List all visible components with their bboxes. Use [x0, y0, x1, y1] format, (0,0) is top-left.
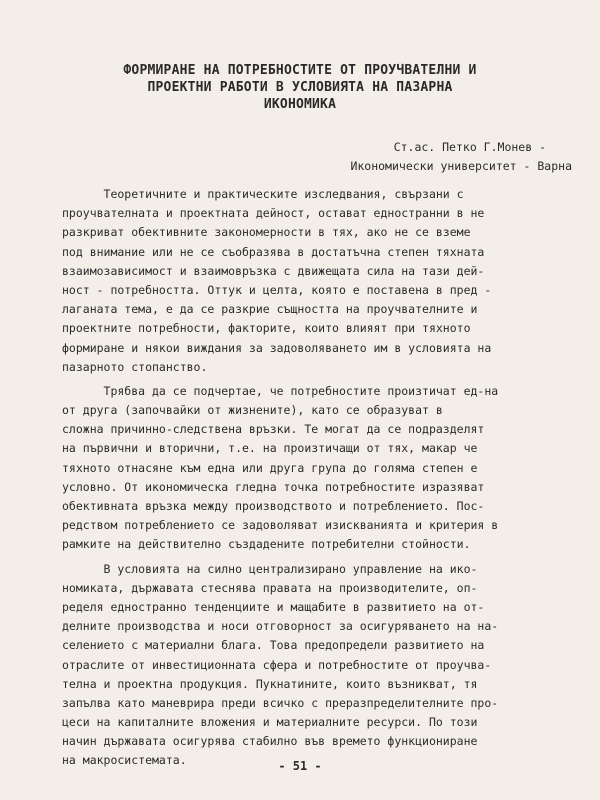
text-line: В условията на силно централизирано управление на ико-	[62, 561, 478, 576]
text-line: сложна причинно-следствена връзки. Те могат да се подразделят	[62, 422, 485, 437]
document-body	[62, 185, 564, 771]
text-line: номиката, държавата стеснява правата на производителите, оп-	[62, 580, 478, 595]
paragraph	[62, 560, 564, 771]
text-line: под внимание или не се съобразява в достатъчна степен тяхната	[62, 244, 485, 259]
text-line: условно. От икономическа гледна точка потребностите изразяват	[62, 479, 485, 494]
text-line: лаганата тема, е да се разкрие същността на проучвателните и	[62, 302, 478, 317]
paragraph	[62, 185, 564, 377]
text-line: разкриват обективните закономерности в тях, ако не се вземе	[62, 225, 471, 240]
page-number: - 51 -	[278, 759, 322, 773]
text-line: рамките на действително създадените потребителни стойности.	[62, 537, 471, 552]
author-affiliation: Икономически университет - Варна	[350, 159, 572, 173]
text-line: тяхното отнасяне към една или друга група до голяма степен е	[62, 460, 478, 475]
text-line: пазарното стопанство.	[62, 359, 208, 374]
text-line: запълва като маневрира преди всичко с преразпределителните про-	[62, 695, 499, 710]
text-line: Трябва да се подчертае, че потребностите произтичат ед-на	[62, 383, 499, 398]
text-line: на макросистемата.	[62, 753, 187, 768]
text-line: отраслите от инвестиционната сфера и потребностите от проучва-	[62, 657, 492, 672]
title-line: ИКОНОМИКА	[263, 97, 337, 112]
text-line: обективната връзка между производството и потреблението. Пос-	[62, 499, 485, 513]
text-line: Теоретичните и практическите изследвания, свързани с	[62, 187, 464, 201]
author-name: Ст.ас. Петко Г.Монев -	[393, 140, 546, 154]
text-line: от друга (започвайки от жизнените), като се образуват в	[62, 403, 443, 418]
text-line: формиране и някои виждания за задоволяването им в условията на	[62, 340, 492, 355]
text-line: проектните потребности, факторите, които влияят при тяхното	[62, 321, 471, 336]
text-line: селението с материални блага. Това предопредели развитието на	[62, 638, 485, 653]
author-block	[0, 138, 600, 176]
document-title	[0, 62, 600, 113]
title-line: ФОРМИРАНЕ НА ПОТРЕБНОСТИТЕ ОТ ПРОУЧВАТЕЛНИ И	[123, 63, 477, 78]
paragraph	[62, 382, 564, 555]
text-line: редством потреблението се задоволяват изискванията и критерия в	[62, 518, 499, 533]
text-line: ределя едностранно тенденциите и мащабите в развитието на от-	[62, 599, 485, 614]
text-line: делните производства и носи отговорност за осигуряването на на-	[62, 619, 499, 634]
text-line: цеси на капиталните вложения и материалните ресурси. По този	[62, 715, 478, 730]
title-line: ПРОЕКТНИ РАБОТИ В УСЛОВИЯТА НА ПАЗАРНА	[147, 80, 453, 95]
text-line: телна и проектна продукция. Пукнатините, които възникват, тя	[62, 676, 478, 691]
text-line: начин държавата осигурява стабилно във времето функциониране	[62, 734, 478, 749]
text-line: взаимозависимост и взаимовръзка с движещата сила на тази дей-	[62, 263, 485, 278]
text-line: проучвателната и проектната дейност, остават едностранни в не	[62, 206, 485, 221]
text-line: ност - потребността. Оттук и целта, която е поставена в пред -	[62, 282, 492, 297]
text-line: на първични и вторични, т.е. на произтичащи от тях, макар че	[62, 441, 478, 456]
